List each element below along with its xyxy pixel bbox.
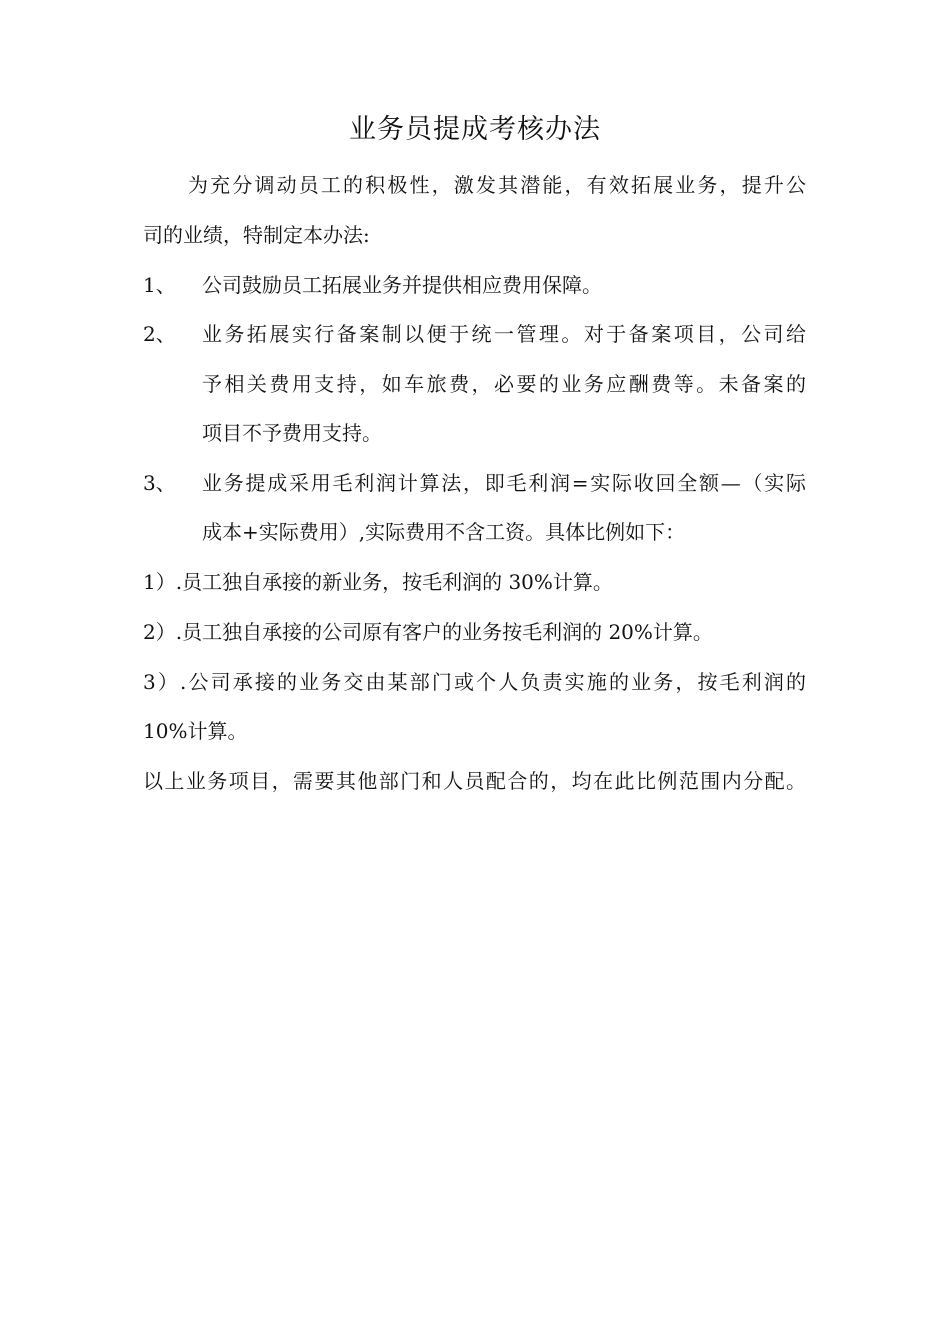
sub-item-3-line-1: 3）.公司承接的业务交由某部门或个人负责实施的业务，按毛利润的 [143,670,806,694]
sub-item-2: 2）.员工独自承接的公司原有客户的业务按毛利润的 20%计算。 [143,620,713,644]
item-2-number: 2、 [143,322,176,346]
item-1-number: 1、 [143,273,176,297]
sub-item-3-line-2: 10%计算。 [143,719,248,743]
item-1-line-1: 公司鼓励员工拓展业务并提供相应费用保障。 [202,273,602,297]
item-3-line-2: 成本+实际费用）,实际费用不含工资。具体比例如下： [202,520,686,544]
item-3-line-1: 业务提成采用毛利润计算法，即毛利润=实际收回全额—（实际 [202,471,806,495]
intro-line-2: 司的业绩，特制定本办法: [143,223,370,247]
sub-item-1: 1）.员工独自承接的新业务，按毛利润的 30%计算。 [143,570,613,594]
item-2-line-1: 业务拓展实行备案制以便于统一管理。对于备案项目，公司给 [202,322,806,346]
intro-line-1: 为充分调动员工的积极性，激发其潜能，有效拓展业务，提升公 [188,173,806,197]
item-2-line-2: 予相关费用支持，如车旅费，必要的业务应酬费等。未备案的 [202,372,806,396]
closing-line: 以上业务项目，需要其他部门和人员配合的，均在此比例范围内分配。 [143,769,806,793]
item-3-number: 3、 [143,471,176,495]
item-2-line-3: 项目不予费用支持。 [202,421,382,445]
document-title: 业务员提成考核办法 [349,114,601,145]
